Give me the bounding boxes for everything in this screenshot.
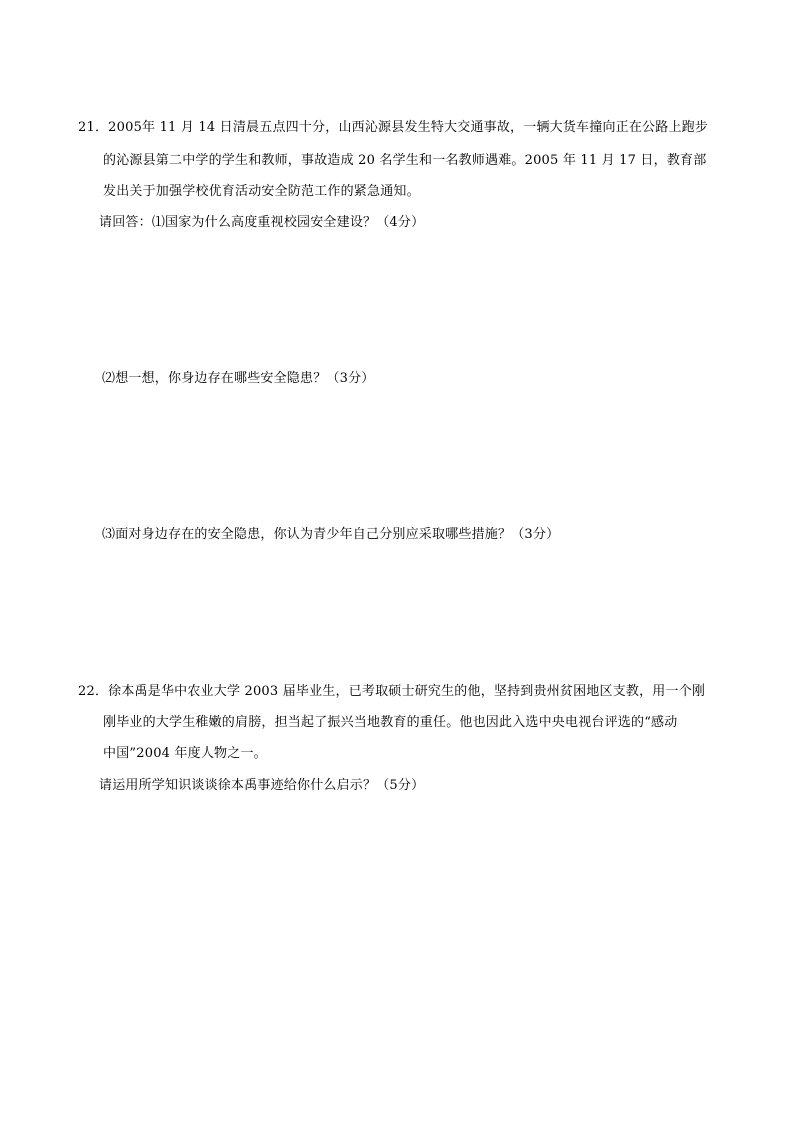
q21-prompt-prefix: 请回答：: [99, 215, 152, 230]
q21-stem-text-1: 2005年 11 月 14 日清晨五点四十分，山西沁源县发生特大交通事故，一辆大货车撞向正在公路上跑步: [108, 120, 709, 135]
q21-stem-line-1: [78, 119, 708, 137]
q22-prompt: 请运用所学知识谈谈徐本禹事迹给你什么启示？（5分）: [99, 778, 425, 793]
q22-stem-line-3: 中国”2004 年度人物之一。: [103, 746, 267, 761]
q21-subq-1-line: [99, 214, 424, 232]
q22-stem-line-2: 刚毕业的大学生稚嫩的肩膀，担当起了振兴当地教育的重任。他也因此入选中央电视台评选的“感动: [103, 715, 678, 730]
q22-number: 22．: [78, 684, 109, 699]
q21-subq-1: ⑴国家为什么高度重视校园安全建设？（4分）: [151, 215, 425, 230]
q22-stem-text-1: 徐本禹是华中农业大学 2003 届毕业生，已考取硕士研究生的他，坚持到贵州贫困地区支教，用一个刚: [108, 684, 706, 699]
q21-stem-line-3: 发出关于加强学校优育活动安全防范工作的紧急通知。: [103, 184, 420, 199]
q21-number: 21．: [78, 120, 109, 135]
q22-stem-line-1: [78, 683, 705, 701]
q21-subq-3: ⑶面对身边存在的安全隐患，你认为青少年自己分别应采取哪些措施？（3分）: [102, 527, 560, 542]
q21-subq-2: ⑵想一想，你身边存在哪些安全隐患？（3分）: [102, 371, 375, 386]
q21-stem-line-2: 的沁源县第二中学的学生和教师，事故造成 20 名学生和一名教师遇难。2005 年 11 月 17 日，教育部: [103, 153, 707, 168]
